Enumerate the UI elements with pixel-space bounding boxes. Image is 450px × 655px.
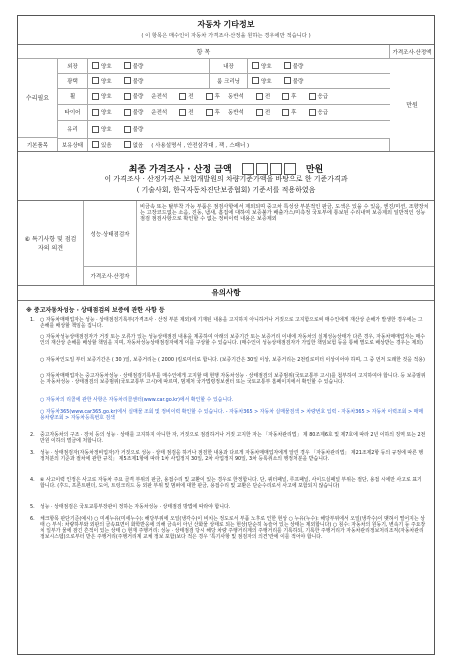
price-unit: 만원 xyxy=(406,102,418,109)
checkbox[interactable] xyxy=(256,93,263,100)
final-price-box xyxy=(18,151,434,200)
notes-title: 유의사항 xyxy=(18,285,434,300)
checkbox[interactable] xyxy=(179,109,186,116)
other-info-table xyxy=(18,45,434,151)
section-basic-label: 기본품목 xyxy=(18,138,58,151)
form-title: 자동차 기타정보 xyxy=(197,20,255,29)
note-item-car365[interactable]: ○ 자동차365(www.car365.go.kr)에서 실매물 조회 및 정비이력 확인할 수 있습니다. - 자동차365 > 자동차 실매물검색 > 차량번호 입력 - 자동차365 > 자동차 이력조회 > 매매용차량조회 > 자동차등록번호 검색 xyxy=(40,409,424,422)
note-item: 1. ○ 자동차매매업자는 성능 · 상태점검기록부(가격조사 · 산정 부분 제외)에 기재된 내용을 고지하지 아니하거나 거짓으로 고지함으로써 매수인에게 재산상 손해가 발생한 경우에는 그 손해를 배상할 책임을 집니다. xyxy=(30,317,423,330)
checkbox[interactable] xyxy=(92,109,99,116)
final-desc-1: 이 가격조사 · 산정가격은 보험개발원의 차량기준가액을 바탕으로 한 기준가격과 xyxy=(104,175,348,183)
table-row: 타이어 양호 불량 운전석 전 후 동반석 전 후 응급 xyxy=(58,104,390,121)
checkbox[interactable] xyxy=(92,126,99,133)
header-box xyxy=(18,16,434,45)
table-row: 외장 양호 불량 내장 양호 불량 xyxy=(58,58,390,74)
note-item: 6. 체크항목 판단기준(예시) ○ 미세누유(미세누수): 해당부위에 오일(냉각수)이 비치는 정도로서 부품 노후로 인한 현상 ○ 누유(누수): 해당부위에서 오일(냉각수)이 맺혀서 떨어지는 상태 ○ 부식: 차량하부와 외판의 금속표면이 화학반응에 의해 금속이 아닌 산화물 상태로 되는 현상(단순히 녹슬어 있는 상태는 제외합니다) ○ 침수: 자동차의 원동기, 변속기 등 주요장치 일부가 물에 잠긴 흔적이 있는 상태 ○ 현재 주행거리: 성능 · 상태점검 당시 해당 차량 주행거리계의 주행거리를 기록하되, 기록한 주행거리가 자동차관리정보처리조직(자동차관리정보시스템)으로부터 받은 주행거리(주행거리계 교체 정보 포함)보다 적은 경우 ‘특기사항 및 점검자의 의견’란에 이를 적어야 합니다. xyxy=(30,516,426,541)
note-item-recall: ○ 자동차의 리콜에 관한 사항은 자동차리콜센터(www.car.go.kr)에서 확인할 수 있습니다. xyxy=(40,397,234,403)
checkbox[interactable] xyxy=(92,141,99,148)
row-label: 타이어 xyxy=(58,104,88,120)
row-label: 보유상태 xyxy=(58,138,88,151)
notes-section-title: ※ 중고자동차성능 · 상태점검의 보증에 관한 사항 등 xyxy=(26,307,165,314)
note-item: 3. 성능 · 상태점검자(자동차정비업자)가 거짓으로 성능 · 상태 점검을 하거나 점검한 내용과 다르게 자동차매매업자에게 알린 경우 「자동차관리법」 제21조제2항 등의 규정에 따른 행정처분의 기준과 절차에 관한 규칙」 제5조제1항에 따라 1차 사업정지 30일, 2차 사업정지 90일, 3차 등록취소의 행정처분을 받습니다. xyxy=(30,450,424,463)
checkbox[interactable] xyxy=(124,77,131,84)
opinion-inspector-label: 성능·상태점검자 xyxy=(84,201,137,267)
checkbox[interactable] xyxy=(206,93,213,100)
checkbox[interactable] xyxy=(252,77,259,84)
checkbox[interactable] xyxy=(92,62,99,69)
opinion-label: ⑥ 특기사항 및 점검자의 의견 xyxy=(18,201,84,285)
checkbox[interactable] xyxy=(284,62,291,69)
note-item: ○ 자동차인도일 부터 보증기간은 ( 30 )일, 보증거리는 ( 2000 )킬로미터로 합니다. (보증기간은 30일 이상, 보증거리는 2천킬로미터 이상이어야 하며, 그 중 먼저 도래한 것을 적용) xyxy=(40,357,425,363)
final-price-label: 최종 가격조사 · 산정 금액 xyxy=(128,165,232,175)
checkbox[interactable] xyxy=(282,109,289,116)
checkbox[interactable] xyxy=(124,126,131,133)
notes-body xyxy=(18,300,434,654)
checkbox[interactable] xyxy=(309,109,316,116)
checkbox[interactable] xyxy=(92,93,99,100)
checkbox[interactable] xyxy=(124,93,131,100)
checkbox[interactable] xyxy=(256,109,263,116)
note-item: ○ 자동차성능상태점검자가 거짓 또는 오류가 있는 성능상태점검 내용을 제공하여 아래의 보증기간 또는 보증거리 이내에 자동차의 실제성능상태가 다른 경우, 자동차매매업자는 매수인의 재산상 손해를 배상할 책임을 지며, 자동차성능상태점검자에게 이를 구상할 수 있습니다. (매수인이 성능상태점검자가 가입한 책임보험 등을 통해 별도로 배상받는 경우는 제외) xyxy=(40,334,425,347)
checkbox[interactable] xyxy=(284,77,291,84)
checkbox[interactable] xyxy=(92,77,99,84)
col-item-header: 항 목 xyxy=(18,45,390,58)
checkbox[interactable] xyxy=(179,93,186,100)
col-price-header: 가격조사·산정액 xyxy=(392,49,432,56)
table-row: 휠 양호 불량 운전석 전 후 동반석 전 후 응급 xyxy=(58,88,390,105)
opinion-appraiser-label: 가격조사·산정자 xyxy=(84,267,137,285)
opinion-box xyxy=(18,200,434,285)
final-desc-2: ( 기술사회, 한국자동차진단보증협회) 기준서를 적용하였음 xyxy=(136,186,316,194)
table-row-basic: 기본품목 보유상태 있음 없음 ( 사용설명서 , 안전삼각대 , 잭 , 스패너 ) xyxy=(18,138,390,151)
table-row: 광택 양호 불량 룸 크리닝 양호 불량 xyxy=(58,73,390,89)
table-header-row xyxy=(18,45,434,59)
checkbox[interactable] xyxy=(124,141,131,148)
row-label: 휠 xyxy=(58,88,88,104)
note-item: 2. 중고자동차의 구조 · 장치 등의 성능 · 상태를 고지하지 아니한 자, 거짓으로 점검하거나 거짓 고지한 자는 「자동차관리법」 제 80조제6호 및 제7호에 따라 2년 이하의 징역 또는 2천만원 이하의 벌금에 처합니다. xyxy=(30,432,426,445)
row-label: 유리 xyxy=(58,120,88,138)
note-item: 5. 성능 · 상태점검은 국토교통부장관이 정하는 자동차성능 · 상태점검 방법에 따라야 합니다. xyxy=(30,504,231,510)
row-label: 외장 xyxy=(58,58,88,73)
section-repair-label: 수리필요 xyxy=(18,58,58,138)
checkbox[interactable] xyxy=(206,109,213,116)
table-row: 유리 양호 불량 xyxy=(58,120,390,139)
row-label-2: 내장 xyxy=(210,58,248,73)
checkbox[interactable] xyxy=(124,109,131,116)
checkbox[interactable] xyxy=(124,62,131,69)
opinion-inspector-text: 비금속 또는 탈부착 가능 부품은 점검사항에서 제외되며 중고차 특성상 부분적인 판금, 도색은 있을 수 있음, 엔진/미션, 조향장치는 고장코드없는 소음, 진동, 냄새, 흠집에 대하여 보증불가 배출가스/미측정 국토부에 통보된 수리내역 보증제외 일반적인 성능점검 점검사항으로 확인할 수 없는 정비이력 내용은 보증제외 xyxy=(140,204,429,223)
inspection-form xyxy=(17,15,435,655)
checkbox[interactable] xyxy=(252,62,259,69)
checkbox[interactable] xyxy=(282,93,289,100)
note-item: 4. ⑥ 사고이력 인정은 사고로 자동차 주요 골격 부위의 판금, 용접수리 및 교환이 있는 경우로 한정합니다. 단, 쿼터패널, 루프패널, 사이드실패널 부위는 절단, 용접 시에만 사고로 표기합니다. (후드, 프론트펜더, 도어, 트렁크리드 등 외판 부위 및 범퍼에 대한 판금, 용접수리 및 교환은 단순수리로서 사고에 포함되지 않습니다) xyxy=(30,477,422,490)
row-label-2: 룸 크리닝 xyxy=(210,73,248,88)
note-item: ○ 자동차매매업자는 중고자동차성능 · 상태점검기록부를 매수인에게 고지할 때 현행 자동차성능 · 상태점검의 보증범위(국토교통부 고시)를 첨부하여 고지하여야 합니다. 등 보증범위는 자동차성능 · 상태점검의 보증범위(국토교통부 고시)에 따르며, 범제처 국가법령정보센터 또는 국토교통부 홈페이지에서 확인할 수 있습니다. xyxy=(40,373,426,386)
final-price-unit: 만원 xyxy=(305,165,324,175)
form-subtitle: ( 이 항목은 매수인이 자동차 가격조사·산정을 원하는 경우에만 적습니다 ) xyxy=(141,33,311,39)
checkbox[interactable] xyxy=(309,93,316,100)
row-label: 광택 xyxy=(58,73,88,88)
